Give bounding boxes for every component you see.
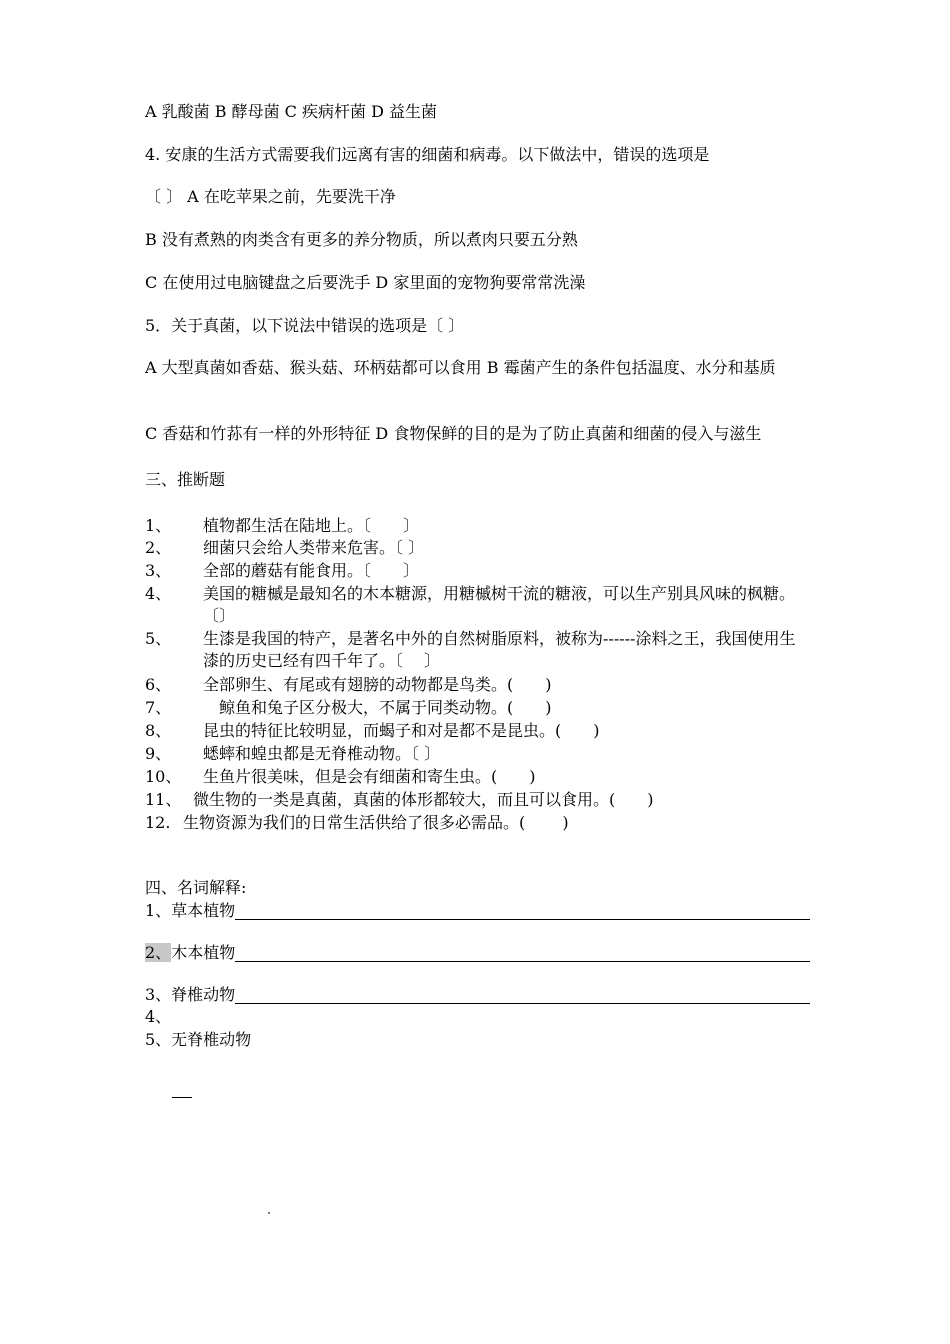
judge-item-4	[145, 583, 810, 627]
term-label	[145, 942, 235, 964]
judge-item-text: 昆虫的特征比较明显，而蝎子和对是都不是昆虫。( )	[203, 721, 600, 740]
q4-option-cd: C 在使用过电脑键盘之后要洗手 D 家里面的宠物狗要常常洗澡	[145, 273, 586, 292]
judge-item-number: 7、	[145, 698, 172, 717]
section3-title: 三、推断题	[145, 470, 226, 489]
short-dash-mark	[172, 1097, 192, 1098]
judge-item-number: 5、	[145, 629, 172, 648]
judge-item-text: 生物资源为我们的日常生活供给了很多必需品。( )	[183, 813, 569, 832]
judge-item-7	[145, 697, 810, 719]
term-label: 3、脊椎动物	[145, 985, 236, 1004]
term-label-text: 木本植物	[171, 943, 236, 962]
q4-option-b: B 没有煮熟的肉类含有更多的养分物质，所以煮肉只要五分熟	[145, 230, 578, 249]
judge-item-text: 细菌只会给人类带来危害。〔 〕	[203, 538, 425, 557]
judge-item-2	[145, 537, 810, 559]
judge-item-number: 3、	[145, 561, 172, 580]
term-label: 1、草本植物	[145, 901, 236, 920]
judge-item-12	[145, 812, 810, 834]
judge-item-text: 植物都生活在陆地上。〔 〕	[203, 516, 420, 535]
judge-item-text: 全部的蘑菇有能食用。〔 〕	[203, 561, 420, 580]
judge-item-number: 4、	[145, 584, 172, 603]
judge-item-number: 11、	[145, 790, 182, 809]
term-1	[145, 900, 810, 922]
answer-line	[235, 919, 810, 920]
section4-title: 四、名词解释:	[145, 878, 247, 897]
term-2	[145, 942, 810, 964]
page-dot-mark	[268, 1212, 270, 1214]
judge-item-10	[145, 766, 810, 788]
judge-item-text: 生鱼片很美味，但是会有细菌和寄生虫。( )	[203, 767, 536, 786]
judge-item-text: 全部卵生、有尾或有翅膀的动物都是鸟类。( )	[203, 675, 552, 694]
term-5: 5、无脊椎动物	[145, 1030, 252, 1049]
q5-option-cd: C 香菇和竹荪有一样的外形特征 D 食物保鲜的目的是为了防止真菌和细菌的侵入与滋生	[145, 424, 762, 443]
judge-item-number: 8、	[145, 721, 172, 740]
judge-item-number: 2、	[145, 538, 172, 557]
judge-item-text: 微生物的一类是真菌，真菌的体形都较大，而且可以食用。( )	[193, 790, 654, 809]
judge-item-text: 美国的糖槭是最知名的木本糖源，用糖槭树干流的糖液，可以生产别具风味的枫糖。〔〕	[203, 584, 796, 625]
judge-item-6	[145, 674, 810, 696]
judge-item-text: 蟋蟀和蝗虫都是无脊椎动物。〔 〕	[203, 744, 441, 763]
answer-line	[235, 961, 810, 962]
term-3	[145, 984, 810, 1006]
judge-item-9	[145, 743, 810, 765]
judge-item-number: 10、	[145, 767, 182, 786]
judge-item-text: 鲸鱼和兔子区分极大，不属于同类动物。( )	[203, 698, 552, 717]
answer-line	[235, 1003, 810, 1004]
q4-stem: 4. 安康的生活方式需要我们远离有害的细菌和病毒。以下做法中，错误的选项是	[145, 145, 710, 164]
judge-item-text: 生漆是我国的特产，是著名中外的自然树脂原料，被称为------涂料之王，我国使用生漆的历史已经有四千年了。〔 〕	[203, 629, 796, 670]
highlighted-number: 2、	[145, 943, 172, 962]
q5-option-ab: A 大型真菌如香菇、猴头菇、环柄菇都可以食用 B 霉菌产生的条件包括温度、水分和基质	[145, 358, 776, 377]
judge-item-number: 6、	[145, 675, 172, 694]
judge-item-8	[145, 720, 810, 742]
judge-item-number: 12.	[145, 813, 171, 832]
judge-item-number: 1、	[145, 516, 172, 535]
judge-item-number: 9、	[145, 744, 172, 763]
judge-item-11	[145, 789, 810, 811]
judge-item-3	[145, 560, 810, 582]
q5-stem: 5．关于真菌，以下说法中错误的选项是〔 〕	[145, 316, 465, 335]
q3-options: A 乳酸菌 B 酵母菌 C 疾病杆菌 D 益生菌	[145, 102, 437, 121]
term-4: 4、	[145, 1007, 172, 1026]
q4-line2: 〔 〕 A 在吃苹果之前，先要洗干净	[145, 187, 396, 206]
judge-item-5	[145, 628, 810, 672]
judge-item-1	[145, 515, 810, 537]
